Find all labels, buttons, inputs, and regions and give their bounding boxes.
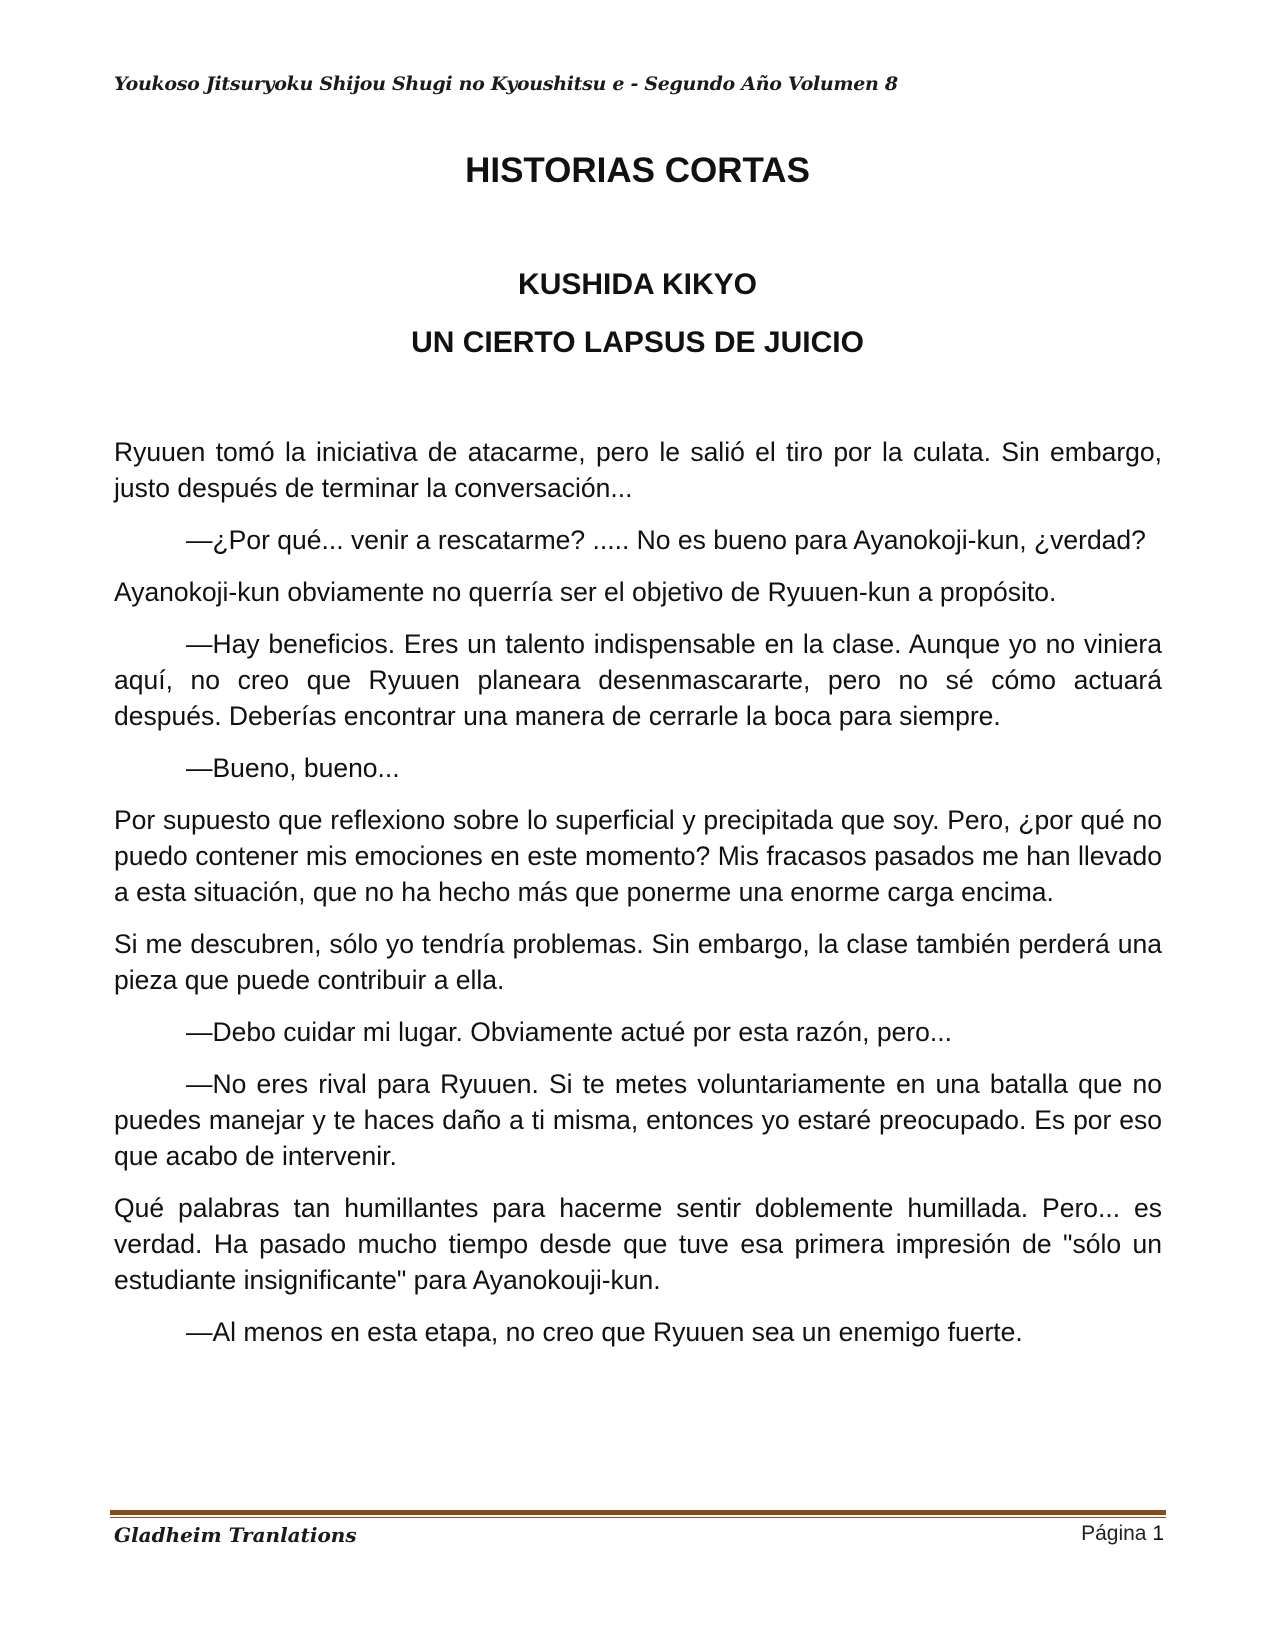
footer-divider-thick <box>110 1510 1166 1515</box>
dialog-paragraph: —¿Por qué... venir a rescatarme? ..... No es bueno para Ayanokoji-kun, ¿verdad? <box>186 525 1146 555</box>
page-label: Página <box>1081 1522 1147 1545</box>
page-title: HISTORIAS CORTAS <box>465 151 810 190</box>
running-header: Youkoso Jitsuryoku Shijou Shugi no Kyoushitsu e - Segundo Año Volumen 8 <box>114 73 898 95</box>
dialog-paragraph: —No eres rival para Ryuuen. Si te metes voluntariamente en una batalla que no puedes manejar y te haces daño a ti misma, entonces yo estaré preocupado. Es por eso que acabo de intervenir. <box>114 1069 1162 1171</box>
dialog-paragraph: —Bueno, bueno... <box>186 753 400 783</box>
page-number: 1 <box>1152 1522 1164 1545</box>
translator-credit: Gladheim Tranlations <box>114 1523 357 1547</box>
dialog-paragraph: —Debo cuidar mi lugar. Obviamente actué por esta razón, pero... <box>186 1017 952 1047</box>
paragraph: Qué palabras tan humillantes para hacerme sentir doblemente humillada. Pero... es verdad. Ha pasado mucho tiempo desde que tuve esa primera impresión de "sólo un estudiante insignificante" para Ayanokouji-kun. <box>114 1193 1162 1295</box>
footer-divider-thin <box>110 1517 1166 1518</box>
chapter-title-heading: UN CIERTO LAPSUS DE JUICIO <box>411 326 864 359</box>
page-indicator <box>1081 1522 1164 1546</box>
dialog-paragraph: —Hay beneficios. Eres un talento indispensable en la clase. Aunque yo no viniera aquí, no creo que Ryuuen planeara desenmascararte, pero no sé cómo actuará después. Deberías encontrar una manera de cerrarle la boca para siempre. <box>114 629 1162 731</box>
paragraph: Si me descubren, sólo yo tendría problemas. Sin embargo, la clase también perderá una pieza que puede contribuir a ella. <box>114 929 1162 995</box>
footer-divider <box>110 1510 1166 1517</box>
body-text <box>114 434 1162 1366</box>
paragraph: Por supuesto que reflexiono sobre lo superficial y precipitada que soy. Pero, ¿por qué no puedo contener mis emociones en este momento? Mis fracasos pasados me han llevado a esta situación, que no ha hecho más que ponerme una enorme carga encima. <box>114 805 1162 907</box>
dialog-paragraph: —Al menos en esta etapa, no creo que Ryuuen sea un enemigo fuerte. <box>186 1317 1023 1347</box>
paragraph: Ryuuen tomó la iniciativa de atacarme, pero le salió el tiro por la culata. Sin embargo, justo después de terminar la conversación... <box>114 437 1162 503</box>
paragraph: Ayanokoji-kun obviamente no querría ser el objetivo de Ryuuen-kun a propósito. <box>114 577 1057 607</box>
character-name-heading: KUSHIDA KIKYO <box>518 268 757 301</box>
